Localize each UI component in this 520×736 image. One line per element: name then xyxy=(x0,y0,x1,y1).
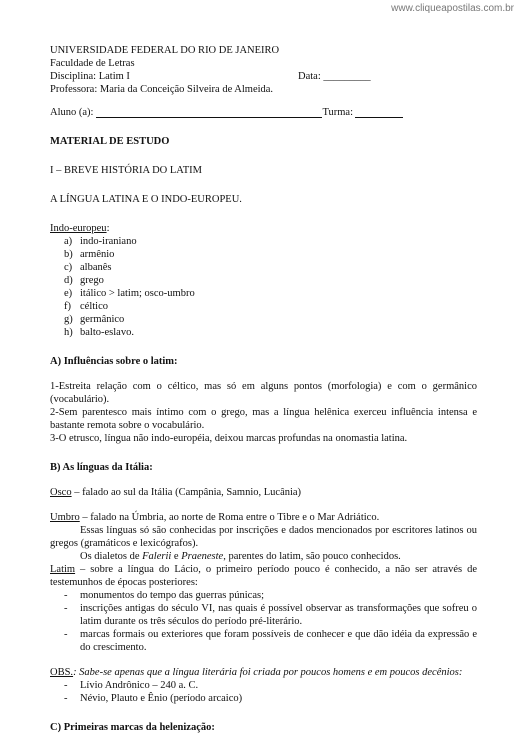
list-item-text: itálico > latim; osco-umbro xyxy=(80,288,195,299)
list-item xyxy=(64,326,477,339)
student-blank xyxy=(96,106,322,118)
osco-term: Osco xyxy=(50,487,72,498)
faculty-name: Faculdade de Letras xyxy=(50,58,135,69)
list-item-text: céltico xyxy=(80,301,108,312)
umbro-paragraph: Umbro – falado na Úmbria, ao norte de Roma entre o Tibre e o Mar Adriático. xyxy=(50,512,380,523)
list-item xyxy=(64,602,477,628)
class-label: Turma: xyxy=(322,107,353,118)
list-item xyxy=(64,589,477,602)
list-marker: d) xyxy=(64,275,73,286)
discipline-row xyxy=(50,70,477,83)
obs-label: OBS. xyxy=(50,667,74,678)
document-page xyxy=(50,44,477,734)
list-item xyxy=(64,692,477,705)
list-item-text: inscrições antigas do século VI, nas quais é possível observar as transformações que sofreu o latim durante os três séculos do período pré-literário. xyxy=(80,603,477,627)
obs-paragraph: OBS.: Sabe-se apenas que a língua literária foi criada por poucos homens e em poucos decênios: xyxy=(50,667,463,678)
subheading: A LÍNGUA LATINA E O INDO-EUROPEU. xyxy=(50,194,242,205)
section-b-heading: B) As línguas da Itália: xyxy=(50,462,153,473)
part-heading: I – BREVE HISTÓRIA DO LATIM xyxy=(50,165,202,176)
list-marker: a) xyxy=(64,236,73,247)
osco-paragraph: Osco – falado ao sul da Itália (Campânia, Samnio, Lucânia) xyxy=(50,487,302,498)
list-marker: g) xyxy=(64,314,73,325)
dash-marker: - xyxy=(64,603,68,614)
list-item xyxy=(64,274,477,287)
section-c-heading: C) Primeiras marcas da helenização: xyxy=(50,722,215,733)
dash-marker: - xyxy=(64,680,68,691)
list-item xyxy=(64,679,477,692)
section-a-heading: A) Influências sobre o latim: xyxy=(50,356,178,367)
indo-european-list xyxy=(50,235,477,339)
list-item-text: Lívio Andrônico – 240 a. C. xyxy=(80,680,199,691)
section-a-p2: 2-Sem parentesco mais íntimo com o grego, mas a língua helênica exerceu influência intensa e bastante remota sobre o vocabulário. xyxy=(50,407,477,431)
dash-marker: - xyxy=(64,629,68,640)
latim-paragraph: Latim – sobre a língua do Lácio, o primeiro período pouco é conhecido, a não ser através de testemunhos de épocas posteriores: xyxy=(50,564,477,588)
list-item xyxy=(64,261,477,274)
class-blank xyxy=(355,106,403,118)
university-name: UNIVERSIDADE FEDERAL DO RIO DE JANEIRO xyxy=(50,45,280,56)
essas-paragraph: Essas línguas só são conhecidas por inscrições e dados mencionados por escritores latinos ou gregos (gramáticos e lexicógrafos). xyxy=(50,525,477,549)
document-title: MATERIAL DE ESTUDO xyxy=(50,136,170,147)
student-row xyxy=(50,106,477,119)
list-marker: c) xyxy=(64,262,73,273)
list-item-text: monumentos do tempo das guerras púnicas; xyxy=(80,590,265,601)
list-item-text: albanês xyxy=(80,262,112,273)
list-marker: e) xyxy=(64,288,73,299)
list-item-text: Névio, Plauto e Ênio (período arcaico) xyxy=(80,693,243,704)
list-item xyxy=(64,628,477,654)
latim-term: Latim xyxy=(50,564,76,575)
list-marker: h) xyxy=(64,327,73,338)
section-a-p1: 1-Estreita relação com o céltico, mas só em alguns pontos (morfologia) e com o germânico (vocabulário). xyxy=(50,381,477,405)
indo-european-block xyxy=(50,222,477,339)
list-item xyxy=(64,248,477,261)
dash-marker: - xyxy=(64,693,68,704)
student-label: Aluno (a): xyxy=(50,107,94,118)
dialetos-paragraph: Os dialetos de Falerii e Praeneste, parentes do latim, são pouco conhecidos. xyxy=(80,551,401,562)
list-item xyxy=(64,287,477,300)
list-item-text: armênio xyxy=(80,249,115,260)
professor: Professora: Maria da Conceição Silveira de Almeida. xyxy=(50,84,274,95)
list-item xyxy=(64,313,477,326)
obs-bullet-list xyxy=(50,679,477,705)
list-item-text: germânico xyxy=(80,314,125,325)
watermark: www.cliqueapostilas.com.br xyxy=(391,3,514,14)
list-marker: f) xyxy=(64,301,71,312)
list-item-text: balto-eslavo. xyxy=(80,327,134,338)
list-item xyxy=(64,300,477,313)
list-item-text: marcas formais ou exteriores que foram possíveis de conhecer e que dão idéia da expressão e do crescimento. xyxy=(80,629,477,653)
list-marker: b) xyxy=(64,249,73,260)
list-item xyxy=(64,235,477,248)
discipline: Disciplina: Latim I xyxy=(50,71,130,82)
umbro-term: Umbro xyxy=(50,512,80,523)
latim-bullet-list xyxy=(50,589,477,654)
indo-european-label: Indo-europeu: xyxy=(50,223,110,234)
section-a-p3: 3-O etrusco, língua não indo-européia, deixou marcas profundas na onomastia latina. xyxy=(50,433,408,444)
dash-marker: - xyxy=(64,590,68,601)
date-field: Data: _________ xyxy=(298,71,371,82)
list-item-text: indo-iraniano xyxy=(80,236,137,247)
list-item-text: grego xyxy=(80,275,104,286)
